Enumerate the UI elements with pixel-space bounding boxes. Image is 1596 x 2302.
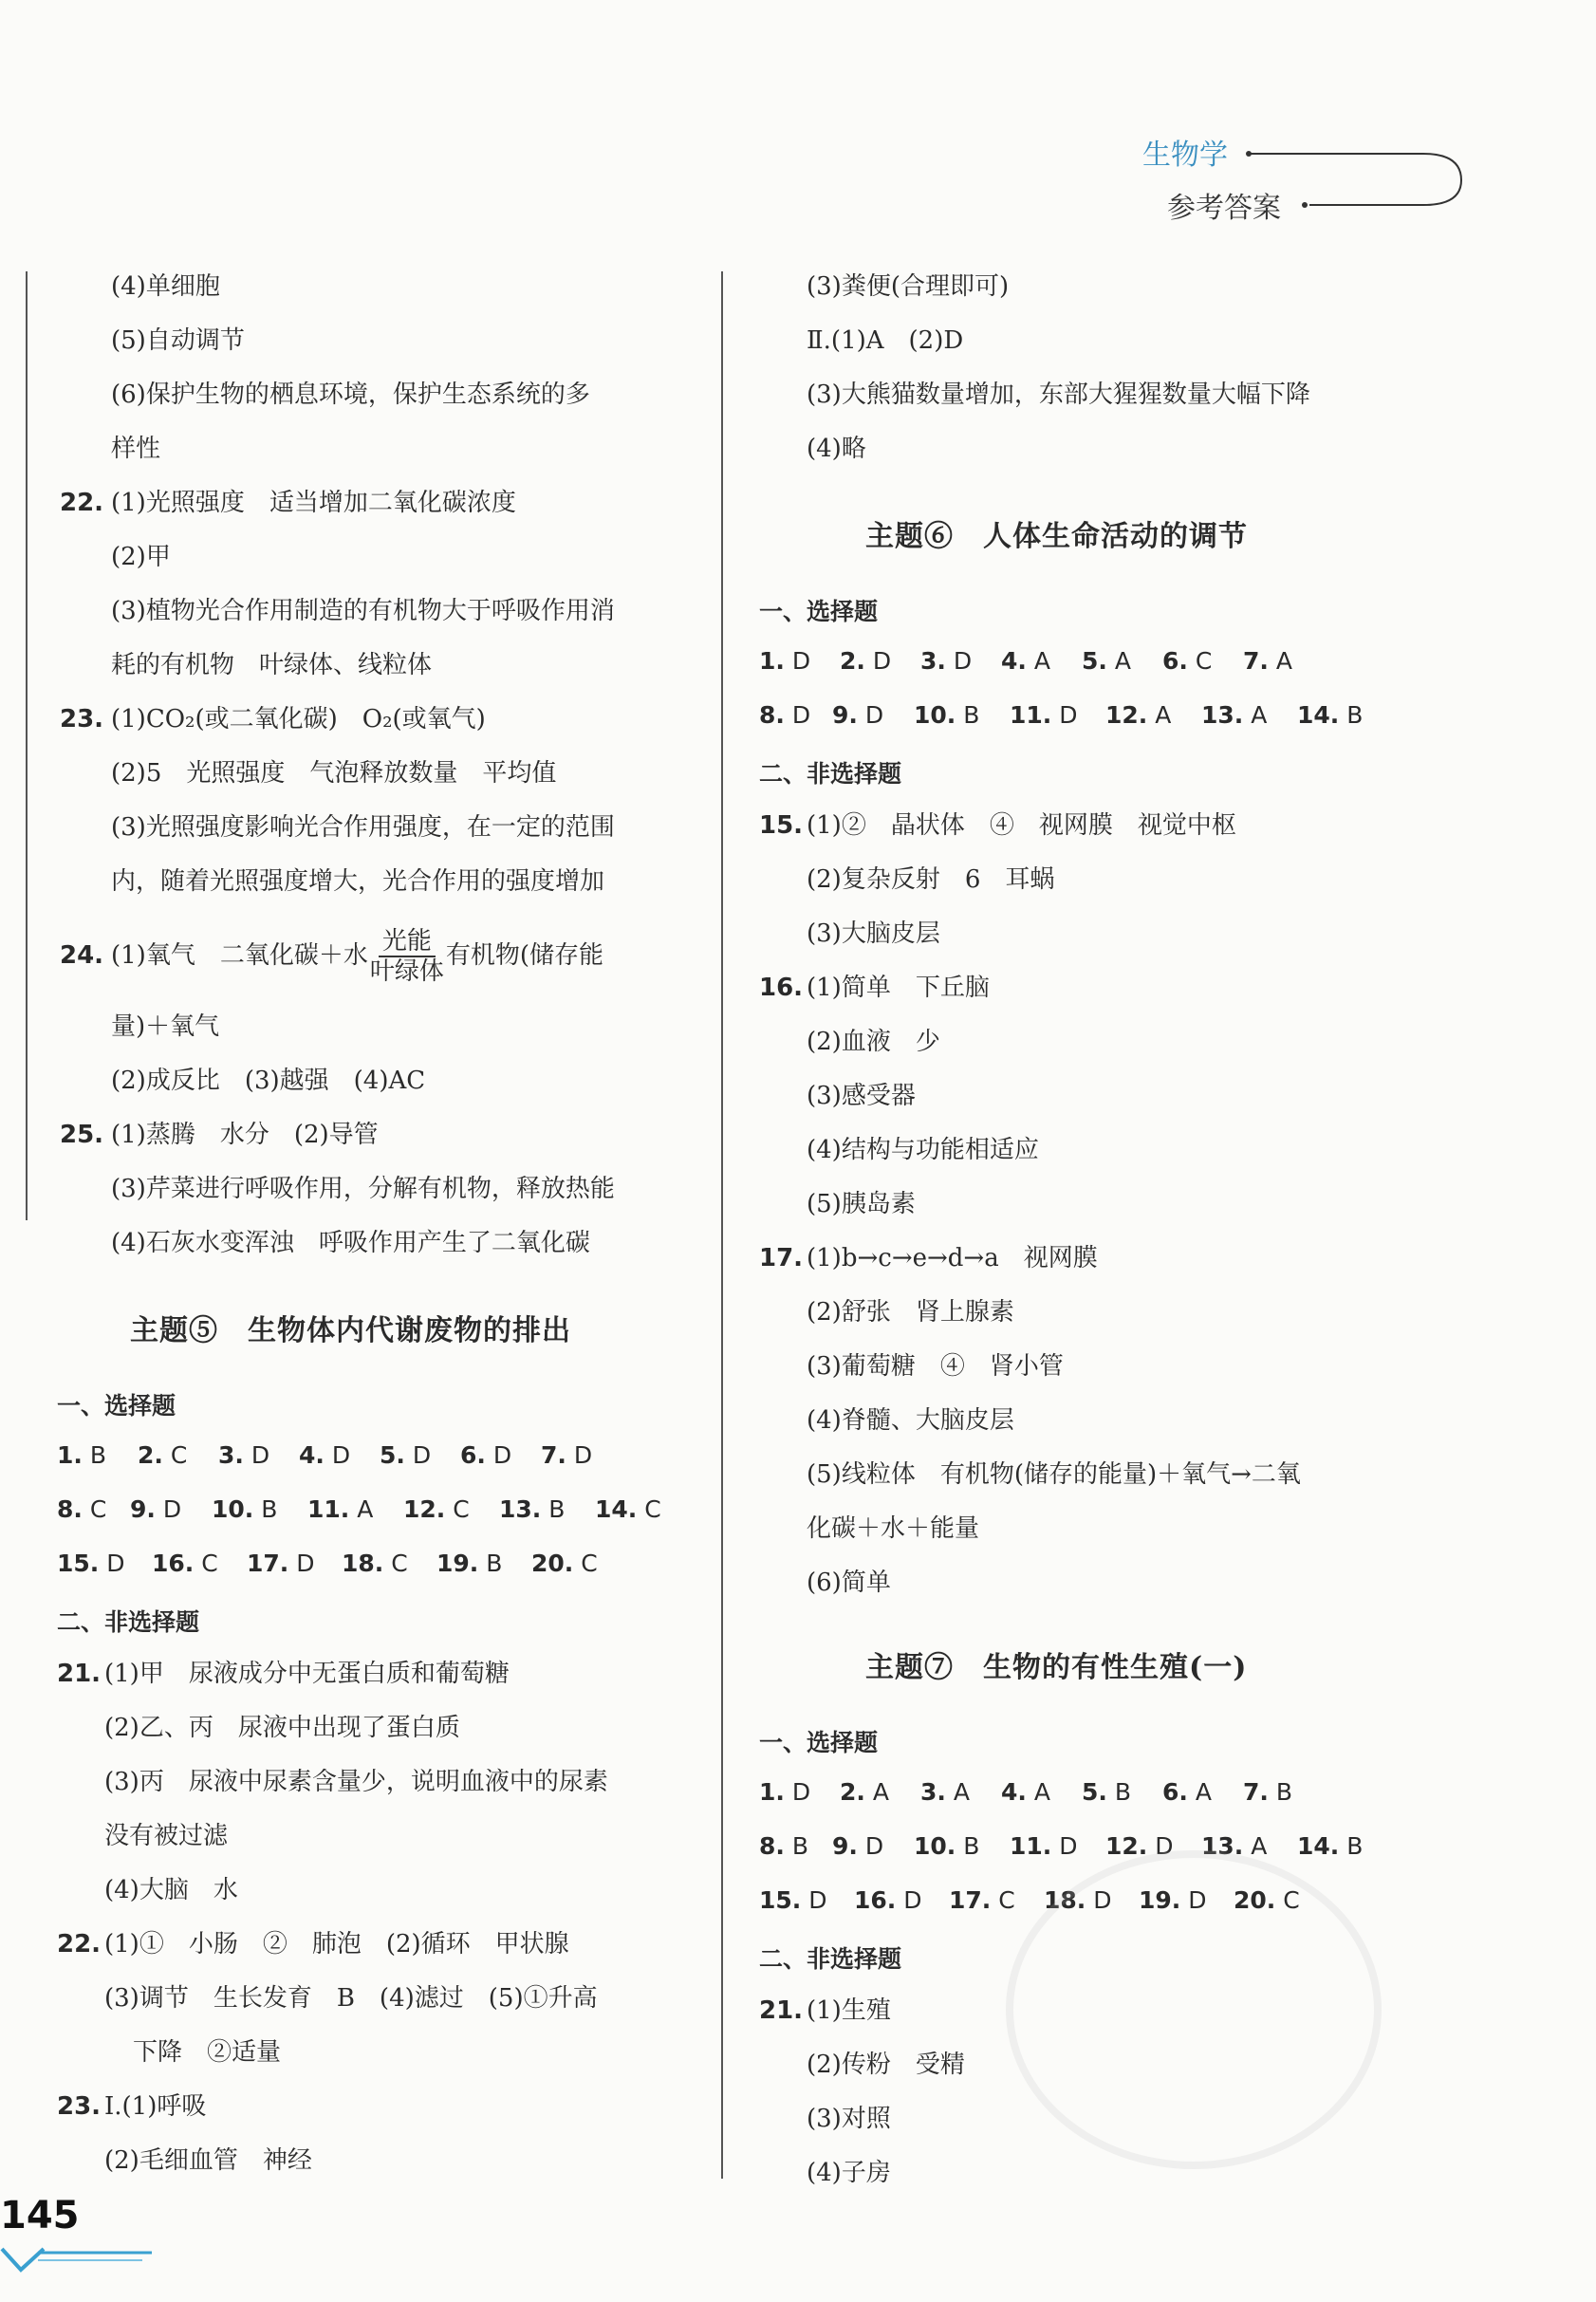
answer-line: (3)光照强度影响光合作用强度，在一定的范围 [111,813,615,842]
question-number: 16. [759,974,804,1002]
equation-right: 有机物(储存能 [445,941,604,970]
question-number: 22. [60,489,104,517]
answer-line: 化碳＋水＋能量 [807,1514,980,1543]
answer-line: (1)光照强度 适当增加二氧化碳浓度 [111,489,516,517]
footer-decoration [0,2241,161,2279]
answer-line: (6)保护生物的栖息环境，保护生态系统的多 [111,381,590,409]
question-number: 22. [57,1930,102,1959]
page-number: 145 [0,2194,80,2237]
condition-top: 光能 [379,927,436,957]
answer-line: (3)丙 尿液中尿素含量少，说明血液中的尿素 [104,1768,608,1796]
header-subject: 生物学 [1142,139,1228,172]
condition-bottom: 叶绿体 [369,957,444,986]
answer-line: 没有被过滤 [104,1822,229,1850]
answer-line: (3)植物光合作用制造的有机物大于呼吸作用消 [111,597,615,625]
answer-line: (1)生殖 [807,1996,891,2025]
answer-line: (2)成反比 (3)越强 (4)AC [111,1067,426,1095]
answer-line: (5)线粒体 有机物(储存的能量)＋氧气→二氧 [807,1460,1301,1489]
answer-line: (3)大熊猫数量增加，东部大猩猩数量大幅下降 [807,381,1310,409]
question-number: 15. [759,811,804,840]
question-number: 17. [759,1244,804,1272]
question-number: 21. [759,1996,804,2025]
answer-line: (6)简单 [807,1569,891,1597]
header-answers: 参考答案 [1167,192,1281,225]
mcq-row: 8. D 9. D 10. B 11. D 12. A 13. A 14. B [759,701,1364,729]
answer-line: (5)自动调节 [111,326,245,355]
answer-line: (2)毛细血管 神经 [104,2146,312,2175]
answer-line: 内，随着光照强度增大，光合作用的强度增加 [111,867,605,896]
answer-line: (2)甲 [111,543,171,571]
section-heading: 二、非选择题 [57,1608,200,1636]
answer-line: (4)结构与功能相适应 [807,1136,1039,1164]
question-number: 25. [60,1121,104,1149]
answer-line: (1)① 小肠 ② 肺泡 (2)循环 甲状腺 [104,1930,569,1959]
answer-line: (4)大脑 水 [104,1876,238,1904]
answer-line: (1)蒸腾 水分 (2)导管 [111,1121,379,1149]
answer-line: (4)脊髓、大脑皮层 [807,1406,1014,1435]
answer-line: (4)子房 [807,2159,891,2187]
answer-line: (4)略 [807,435,866,463]
faint-stamp-watermark [1006,1850,1382,2169]
question-number: 24. [60,941,104,970]
answer-line: Ⅱ.(1)A (2)D [807,326,964,355]
section-heading: 一、选择题 [759,1729,879,1756]
mcq-row: 15. D 16. C 17. D 18. C 19. B 20. C [57,1550,598,1577]
answer-line: 量)＋氧气 [111,1012,220,1041]
answer-line: (2)复杂反射 6 耳蜗 [807,865,1055,894]
answer-line: (3)感受器 [807,1082,916,1110]
mcq-row: 1. D 2. D 3. D 4. A 5. A 6. C 7. A [759,647,1292,675]
answer-line: (1)简单 下丘脑 [807,974,990,1002]
answer-line: 样性 [111,435,161,463]
answer-line: (3)大脑皮层 [807,919,940,948]
topic-title: 主题⑦ 生物的有性生殖(一) [865,1651,1248,1684]
question-number: 21. [57,1660,102,1688]
equation-left: (1)氧气 二氧化碳＋水 [111,941,368,970]
answer-line: (2)乙、丙 尿液中出现了蛋白质 [104,1714,460,1742]
reaction-condition [370,927,444,986]
section-heading: 一、选择题 [759,598,879,625]
answer-line: (3)调节 生长发育 B (4)滤过 (5)①升高 [104,1984,598,2013]
page-header [1110,131,1471,235]
mcq-row: 1. D 2. A 3. A 4. A 5. B 6. A 7. B [759,1778,1293,1806]
section-heading: 一、选择题 [57,1392,176,1420]
topic-title: 主题⑤ 生物体内代谢废物的排出 [130,1314,571,1347]
section-heading: 二、非选择题 [759,1945,902,1973]
answer-line: (1)b→c→e→d→a 视网膜 [807,1244,1098,1272]
mcq-row: 8. B 9. D 10. B 11. D 12. D 13. A 14. B [759,1832,1364,1860]
answer-line: (3)粪便(合理即可) [807,272,1010,301]
answer-line: (2)舒张 肾上腺素 [807,1298,1014,1327]
answer-line: (3)对照 [807,2105,891,2133]
topic-title: 主题⑥ 人体生命活动的调节 [865,520,1248,553]
answer-line: (5)胰岛素 [807,1190,916,1218]
answer-line: Ⅰ.(1)呼吸 [104,2092,207,2121]
mcq-row: 15. D 16. D 17. C 18. D 19. D 20. C [759,1886,1300,1914]
answer-line: (2)5 光照强度 气泡释放数量 平均值 [111,759,557,788]
answer-line: (2)血液 少 [807,1028,940,1056]
answer-line: (1)CO₂(或二氧化碳) O₂(或氧气) [111,705,486,733]
question-number: 23. [60,705,104,733]
answer-line: (3)芹菜进行呼吸作用，分解有机物，释放热能 [111,1175,615,1203]
mcq-row: 8. C 9. D 10. B 11. A 12. C 13. B 14. C [57,1495,661,1523]
answer-line: (4)石灰水变浑浊 呼吸作用产生了二氧化碳 [111,1229,590,1257]
left-margin-line [26,271,28,1220]
mcq-row: 1. B 2. C 3. D 4. D 5. D 6. D 7. D [57,1441,593,1469]
answer-line: (3)葡萄糖 ④ 肾小管 [807,1352,1064,1381]
question-number: 23. [57,2092,102,2121]
answer-line: (2)传粉 受精 [807,2051,965,2079]
equation-line [111,922,603,989]
answer-line: (1)② 晶状体 ④ 视网膜 视觉中枢 [807,811,1236,840]
column-divider [721,271,723,2179]
answer-line: (4)单细胞 [111,272,220,301]
answer-line: 耗的有机物 叶绿体、线粒体 [111,651,433,679]
answer-line: (1)甲 尿液成分中无蛋白质和葡萄糖 [104,1660,510,1688]
answer-line: 下降 ②适量 [133,2038,282,2067]
section-heading: 二、非选择题 [759,760,902,788]
